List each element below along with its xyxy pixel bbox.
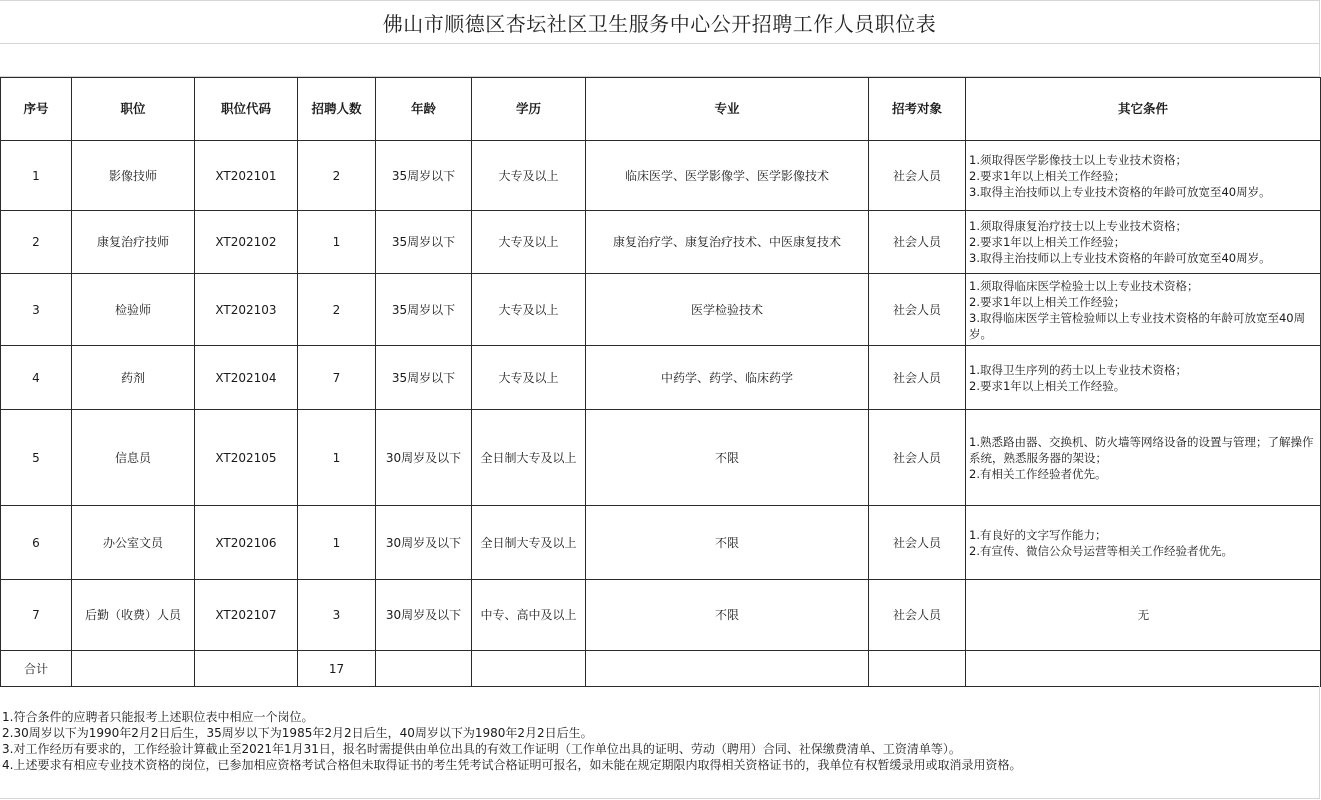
condition-line: 1.有良好的文字写作能力； [969,527,1107,542]
cell-target: 社会人员 [869,211,966,274]
cell-code: XT202102 [195,211,298,274]
cell-major: 医学检验技术 [586,274,869,346]
header-major: 专业 [586,78,869,141]
title-band [0,0,1320,44]
table-row [1,211,1321,274]
cell-other-conditions [966,274,1321,346]
cell-age: 35周岁以下 [376,211,472,274]
cell-other-conditions [966,211,1321,274]
cell-education: 大专及以上 [472,141,586,211]
table-row [1,506,1321,580]
table-row [1,580,1321,651]
cell-education: 中专、高中及以上 [472,580,586,651]
cell-other-conditions [966,506,1321,580]
header-seq: 序号 [1,78,72,141]
condition-line: 2.有相关工作经验者优先。 [969,466,1107,481]
table-row [1,141,1321,211]
condition-line: 3.取得临床医学主管检验师以上专业技术资格的年龄可放宽至40周岁。 [969,310,1306,341]
cell-education: 全日制大专及以上 [472,506,586,580]
cell-major: 临床医学、医学影像学、医学影像技术 [586,141,869,211]
cell-major: 不限 [586,580,869,651]
cell-count: 3 [298,580,376,651]
condition-line: 3.取得主治技师以上专业技术资格的年龄可放宽至40周岁。 [969,184,1271,199]
cell-target: 社会人员 [869,506,966,580]
cell-seq: 1 [1,141,72,211]
cell-seq: 2 [1,211,72,274]
header-target: 招考对象 [869,78,966,141]
cell-education: 大专及以上 [472,346,586,410]
condition-line: 2.要求1年以上相关工作经验。 [969,378,1126,393]
cell-age: 35周岁以下 [376,346,472,410]
cell-major: 不限 [586,506,869,580]
cell-age: 35周岁以下 [376,274,472,346]
cell-age: 30周岁及以下 [376,506,472,580]
cell-age: 35周岁以下 [376,141,472,211]
header-age: 年龄 [376,78,472,141]
cell-code: XT202101 [195,141,298,211]
condition-line: 1.须取得医学影像技士以上专业技术资格； [969,152,1187,167]
cell-count: 2 [298,274,376,346]
cell-other-conditions [966,141,1321,211]
cell-seq: 7 [1,580,72,651]
cell-position: 信息员 [72,410,195,506]
cell-other-conditions: 无 [966,580,1321,651]
document-title: 佛山市顺德区杏坛社区卫生服务中心公开招聘工作人员职位表 [382,11,937,36]
cell-count: 1 [298,211,376,274]
notes-section [0,686,1320,799]
cell-seq: 4 [1,346,72,410]
cell-position: 康复治疗技师 [72,211,195,274]
header-row [1,78,1321,141]
cell-count: 2 [298,141,376,211]
cell-code: XT202104 [195,346,298,410]
cell-target: 社会人员 [869,274,966,346]
header-position: 职位 [72,78,195,141]
note-item: 3.对工作经历有要求的，工作经验计算截止至2021年1月31日，报名时需提供由单位出具的有效工作证明（工作单位出具的证明、劳动（聘用）合同、社保缴费清单、工资清单等）。 [2,742,961,756]
cell-target: 社会人员 [869,346,966,410]
positions-table [0,77,1321,687]
cell-empty [869,651,966,687]
cell-target: 社会人员 [869,410,966,506]
header-count: 招聘人数 [298,78,376,141]
header-education: 学历 [472,78,586,141]
header-code: 职位代码 [195,78,298,141]
cell-empty [472,651,586,687]
cell-seq: 3 [1,274,72,346]
cell-empty [195,651,298,687]
cell-empty [376,651,472,687]
cell-count: 7 [298,346,376,410]
spacer-row [0,44,1320,77]
cell-empty [586,651,869,687]
cell-age: 30周岁及以下 [376,580,472,651]
condition-line: 2.要求1年以上相关工作经验； [969,294,1126,309]
table-row [1,274,1321,346]
note-item: 1.符合条件的应聘者只能报考上述职位表中相应一个岗位。 [2,710,314,724]
cell-education: 大专及以上 [472,274,586,346]
total-row [1,651,1321,687]
cell-code: XT202106 [195,506,298,580]
cell-position: 检验师 [72,274,195,346]
cell-position: 后勤（收费）人员 [72,580,195,651]
condition-line: 2.有宣传、微信公众号运营等相关工作经验者优先。 [969,543,1233,558]
cell-position: 办公室文员 [72,506,195,580]
cell-education: 全日制大专及以上 [472,410,586,506]
total-label: 合计 [1,651,72,687]
cell-empty [72,651,195,687]
condition-line: 1.须取得康复治疗技士以上专业技术资格； [969,219,1187,233]
cell-target: 社会人员 [869,580,966,651]
condition-line: 2.要求1年以上相关工作经验； [969,168,1126,183]
condition-line: 2.要求1年以上相关工作经验； [969,235,1126,249]
cell-major: 不限 [586,410,869,506]
cell-major: 中药学、药学、临床药学 [586,346,869,410]
cell-code: XT202105 [195,410,298,506]
cell-code: XT202103 [195,274,298,346]
condition-line: 3.取得主治技师以上专业技术资格的年龄可放宽至40周岁。 [969,251,1271,265]
condition-line: 1.熟悉路由器、交换机、防火墙等网络设备的设置与管理；了解操作系统，熟悉服务器的架设； [969,434,1314,465]
cell-seq: 6 [1,506,72,580]
cell-position: 影像技师 [72,141,195,211]
cell-other-conditions [966,346,1321,410]
cell-seq: 5 [1,410,72,506]
table-row [1,410,1321,506]
cell-count: 1 [298,410,376,506]
note-item: 4.上述要求有相应专业技术资格的岗位，已参加相应资格考试合格但未取得证书的考生凭考试合格证明可报名，如未能在规定期限内取得相关资格证书的，我单位有权暂缓录用或取消录用资格。 [2,758,1022,772]
cell-code: XT202107 [195,580,298,651]
table-row [1,346,1321,410]
condition-line: 1.须取得临床医学检验士以上专业技术资格； [969,278,1199,293]
note-item: 2.30周岁以下为1990年2月2日后生，35周岁以下为1985年2月2日后生，40周岁以下为1980年2月2日后生。 [2,726,593,740]
cell-count: 1 [298,506,376,580]
cell-position: 药剂 [72,346,195,410]
header-other: 其它条件 [966,78,1321,141]
cell-age: 30周岁及以下 [376,410,472,506]
cell-other-conditions [966,410,1321,506]
cell-education: 大专及以上 [472,211,586,274]
cell-major: 康复治疗学、康复治疗技术、中医康复技术 [586,211,869,274]
cell-target: 社会人员 [869,141,966,211]
cell-empty [966,651,1321,687]
condition-line: 1.取得卫生序列的药士以上专业技术资格； [969,362,1187,377]
total-count: 17 [298,651,376,687]
